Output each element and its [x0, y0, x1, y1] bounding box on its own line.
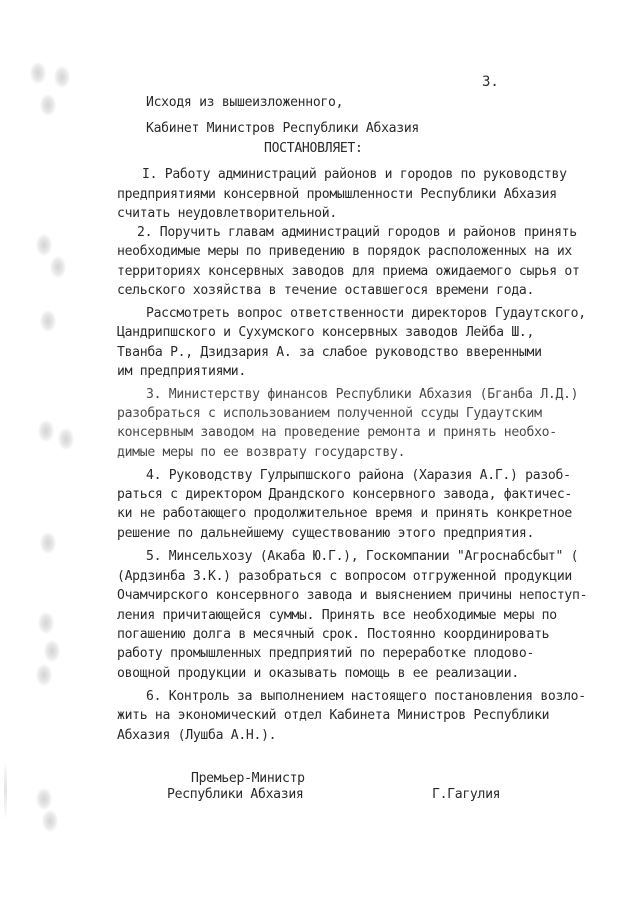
issuing-body: Кабинет Министров Республики Абхазия [146, 121, 419, 136]
binder-hole-mark [58, 428, 74, 450]
binder-hole-mark [38, 612, 54, 634]
paragraph-line: необходимые меры по приведению в порядок расположенных на их [117, 244, 572, 259]
binder-hole-mark [36, 664, 52, 686]
paragraph-line: считать неудовлетворительной. [117, 206, 337, 221]
paragraph-line: Рассмотреть вопрос ответственности директоров Гудаутского, [146, 306, 586, 321]
scan-edge-shadow [4, 760, 7, 820]
paragraph-line: предприятиями консервной промышленности Республики Абхазия [117, 187, 557, 202]
paragraph-line: разобраться с использованием полученной ссуды Гудаутским [117, 406, 542, 421]
paragraph-line: Тванба Р., Дзидзария А. за слабое руководство вверенными [117, 345, 542, 360]
paragraph-line: овощной продукции и оказывать помощь в ее реализации. [117, 666, 519, 681]
binder-hole-mark [42, 810, 58, 832]
page-number: 3. [482, 74, 499, 90]
paragraph-line: ки не работающего продолжительное время и принять конкретное [117, 506, 572, 521]
binder-hole-mark [36, 234, 52, 256]
paragraph-line: погашению долга в месячный срок. Постоянно координировать [117, 627, 550, 642]
paragraph-line: 3. Министерству финансов Республики Абхазия (Бганба Л.Д.) [146, 387, 579, 402]
paragraph-line: Цандрипшского и Сухумского консервных заводов Лейба Ш., [117, 325, 535, 340]
binder-hole-mark [30, 62, 46, 84]
binder-hole-mark [50, 256, 66, 278]
binder-hole-mark [40, 310, 56, 332]
paragraph-line: работу промышленных предприятий по переработке плодово- [117, 646, 535, 661]
paragraph-line: 2. Поручить главам администраций городов и районов принять [137, 225, 577, 240]
paragraph-line: Абхазия (Лушба А.Н.). [117, 728, 277, 743]
paragraph-line: (Ардзинба З.К.) разобраться с вопросом отгруженной продукции [117, 569, 572, 584]
intro-line: Исходя из вышеизложенного, [146, 95, 344, 110]
paragraph-line: Очамчирского консервного завода и выяснением причины непоступ- [117, 588, 588, 603]
binder-hole-mark [40, 532, 56, 554]
binder-hole-mark [38, 420, 54, 442]
binder-hole-mark [40, 94, 56, 116]
paragraph-line: консервным заводом на проведение ремонта и принять необхо- [117, 425, 557, 440]
signatory-title: Республики Абхазия [167, 787, 304, 802]
binder-hole-mark [54, 66, 70, 88]
paragraph-line: 6. Контроль за выполнением настоящего постановления возло- [146, 689, 586, 704]
paragraph-line: раться с директором Драндского консервного завода, фактичес- [117, 487, 572, 502]
paragraph-line: ления причитающейся суммы. Принять все необходимые меры по [117, 608, 557, 623]
paragraph-line: 4. Руководству Гулрыпшского района (Харазия А.Г.) разоб- [146, 468, 571, 483]
paragraph-line: I. Работу администраций районов и городов по руководству [142, 167, 567, 182]
paragraph-line: 5. Минсельхозу (Акаба Ю.Г.), Госкомпании "Агроснабсбыт" ( [146, 549, 579, 564]
decree-heading: ПОСТАНОВЛЯЕТ: [264, 141, 363, 156]
paragraph-line: димые меры по ее возврату государству. [117, 445, 406, 460]
paragraph-line: сельского хозяйства в течение оставшегося времени года. [117, 283, 535, 298]
paragraph-line: решение по дальнейшему существованию этого предприятия. [117, 526, 535, 541]
paragraph-line: им предприятиями. [117, 364, 246, 379]
paragraph-line: территориях консервных заводов для приема ожидаемого сырья от [117, 264, 580, 279]
binder-hole-mark [36, 788, 52, 810]
paragraph-line: жить на экономический отдел Кабинета Министров Республики [117, 708, 550, 723]
signatory-name: Г.Гагулия [432, 787, 501, 802]
signatory-title: Премьер-Министр [191, 771, 305, 786]
binder-hole-mark [44, 640, 60, 662]
